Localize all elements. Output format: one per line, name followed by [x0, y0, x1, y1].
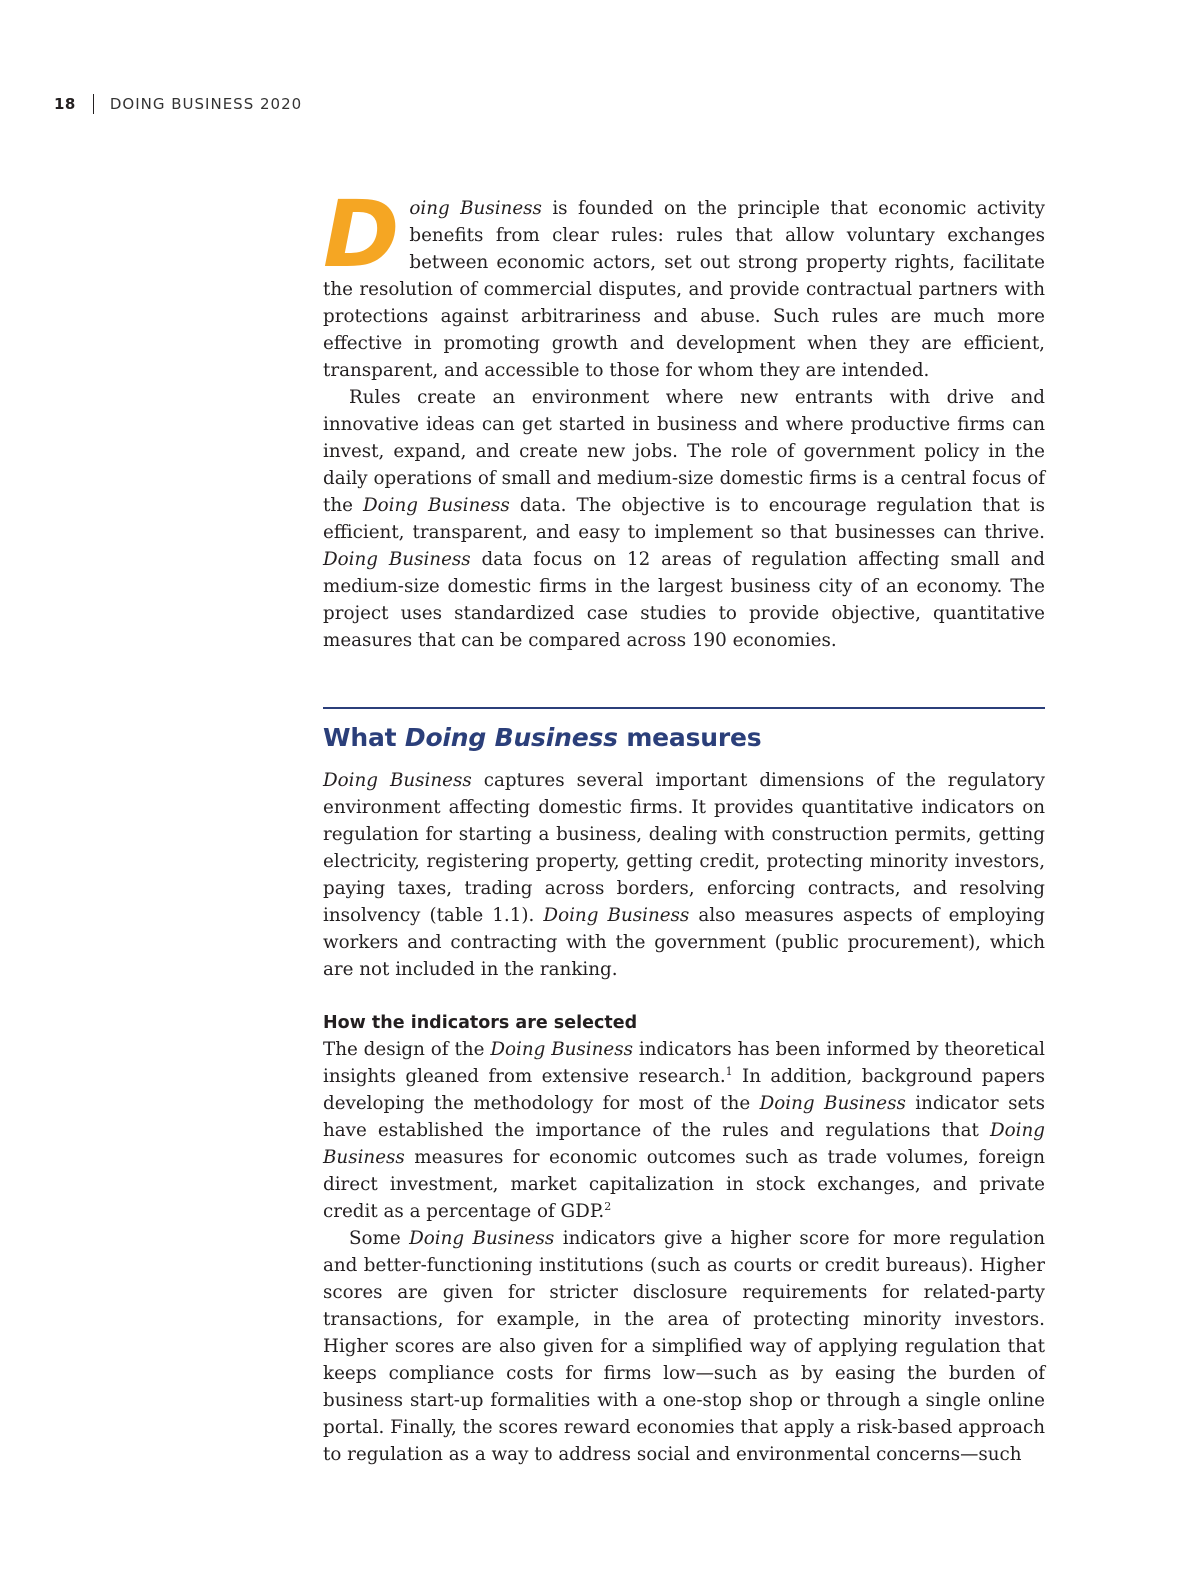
page-number: 18 [54, 95, 76, 113]
text-run: indicators has been informed by theoretical insights gleaned from extensive research. [323, 1039, 1046, 1087]
text-run: In addition, background papers developing the methodology for most of the [323, 1066, 1045, 1114]
intro-paragraph-1 [323, 181, 1045, 384]
section-heading [323, 723, 1045, 753]
text-run: data. The objective is to encourage regulation that is efficient, transparent, and easy to implement so that businesses can thrive. [323, 495, 1045, 543]
running-head [54, 93, 302, 115]
section-divider [323, 707, 1045, 709]
drop-cap: D [323, 181, 400, 288]
text-run: data focus on 12 areas of regulation affecting small and medium-size domestic firms in the largest business city of an economy. The project uses standardized case studies to provide objective, quantitative measures that can be compared across 190 economies. [323, 549, 1045, 651]
italic-doing-business: Doing Business [323, 770, 472, 791]
text-run: Some [349, 1228, 410, 1249]
italic-doing-business: Doing Business [543, 905, 690, 926]
italic-doing-business: Doing Business [323, 549, 471, 570]
section-paragraph-1 [323, 767, 1045, 983]
footnote-ref-1[interactable]: 1 [725, 1065, 733, 1078]
italic-doing-business: Doing Business [409, 1228, 555, 1249]
publication-title: DOING BUSINESS 2020 [109, 95, 303, 113]
text-run: measures for economic outcomes such as trade volumes, foreign direct investment, market capitalization in stock exchanges, and private credit as a percentage of GDP. [323, 1147, 1045, 1222]
text-run: Rules create an environment where new entrants with drive and innovative ideas can get started in business and where productive firms can invest, expand, and create new jobs. The role of government policy in the daily operations of small and medium-size domestic firms is a central focus of the [323, 387, 1045, 516]
footnote-ref-2[interactable]: 2 [604, 1200, 612, 1213]
text-run: indicators give a higher score for more regulation and better-functioning institutions (such as courts or credit bureaus). Higher scores are given for stricter disclosure requirements for related-party transactions, for example, in the area of protecting minority investors. Higher scores are also given for a simplified way of applying regulation that keeps compliance costs for firms low—such as by easing the burden of business start-up formalities with a one-stop shop or through a single online portal. Finally, the scores reward economies that apply a risk-based approach to regulation as a way to address social and environmental concerns—such [323, 1228, 1046, 1465]
heading-text: What [323, 723, 405, 752]
subsection-paragraph-1 [323, 1036, 1045, 1225]
subsection-paragraph-2 [323, 1225, 1045, 1468]
italic-doing-business: Doing Business [323, 1120, 1045, 1168]
main-content [323, 181, 1046, 1468]
intro-paragraph-1-text: is founded on the principle that economic activity benefits from clear rules: rules that allow voluntary exchanges between economic actors, set out strong property rights, facilitate the resolution of commercial disputes, and provide contractual partners with protections against arbitrariness and abuse. Such rules are much more effective in promoting growth and development when they are efficient, transparent, and accessible to those for whom they are intended. [323, 198, 1045, 381]
heading-text: measures [617, 723, 762, 752]
text-run: captures several important dimensions of the regulatory environment affecting domestic firms. It provides quantitative indicators on regulation for starting a business, dealing with construction permits, getting electricity, registering property, getting credit, protecting minority investors, paying taxes, trading across borders, enforcing contracts, and resolving insolvency (table 1.1). [323, 770, 1045, 926]
header-divider [93, 94, 94, 114]
text-run: The design of the [323, 1039, 491, 1060]
intro-paragraph-2 [323, 384, 1045, 654]
italic-doing-business: Doing Business [759, 1093, 906, 1114]
subsection-heading: How the indicators are selected [323, 1013, 638, 1033]
italic-doing-business: oing Business [409, 198, 542, 219]
text-run: indicator sets have established the importance of the rules and regulations that [323, 1093, 1046, 1141]
italic-doing-business: Doing Business [362, 495, 510, 516]
text-run: also measures aspects of employing workers and contracting with the government (public procurement), which are not included in the ranking. [323, 905, 1046, 980]
heading-italic: Doing Business [404, 723, 618, 752]
italic-doing-business: Doing Business [490, 1039, 633, 1060]
